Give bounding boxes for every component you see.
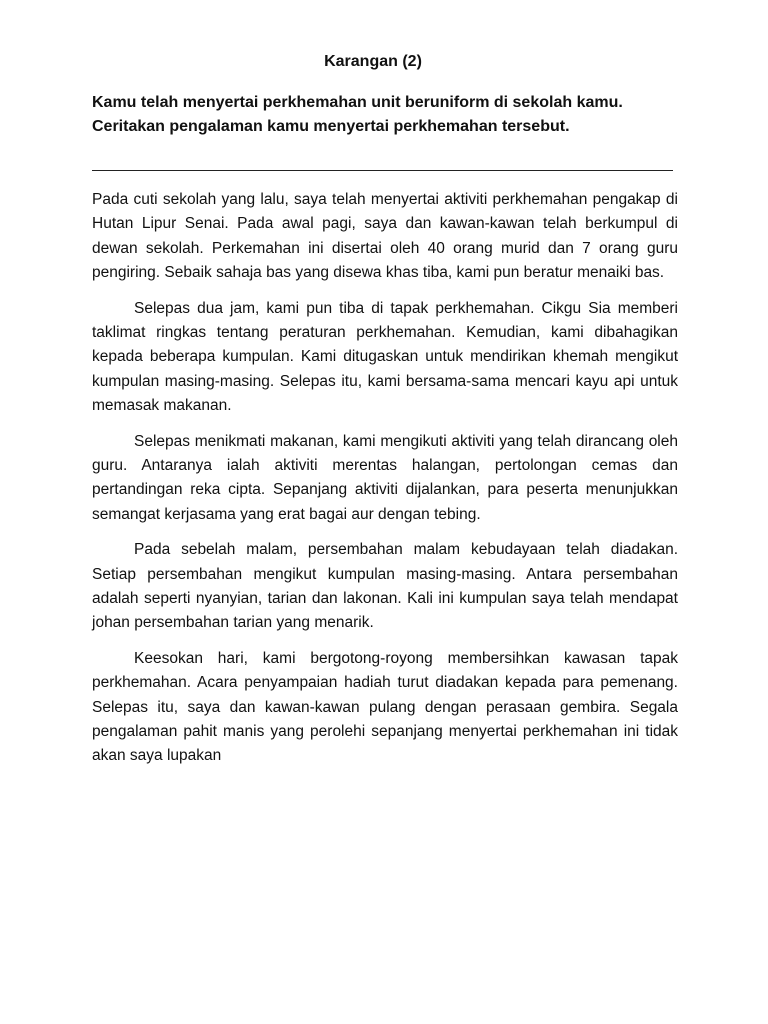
question-line-2: Ceritakan pengalaman kamu menyertai perkhemahan tersebut. bbox=[92, 118, 570, 135]
essay-paragraph-3: Selepas menikmati makanan, kami mengikuti aktiviti yang telah dirancang oleh guru. Antaranya ialah aktiviti merentas halangan, pertolongan cemas dan pertandingan reka cipta. Sepanjang aktiviti dijalankan, para peserta menunjukkan semangat kerjasama yang erat bagai aur dengan tebing. bbox=[92, 432, 678, 523]
essay-paragraph-1: Pada cuti sekolah yang lalu, saya telah menyertai aktiviti perkhemahan pengakap di Hutan Lipur Senai. Pada awal pagi, saya dan kawan-kawan telah berkumpul di dewan sekolah. Perkemahan ini disertai oleh 40 orang murid dan 7 orang guru pengiring. Sebaik sahaja bas yang disewa khas tiba, kami pun beratur menaiki bas. bbox=[92, 191, 678, 281]
document-title: Karangan (2) bbox=[324, 53, 422, 70]
essay-paragraph-2: Selepas dua jam, kami pun tiba di tapak perkhemahan. Cikgu Sia memberi taklimat ringkas tentang peraturan perkhemahan. Kemudian, kami dibahagikan kepada beberapa kumpulan. Kami ditugaskan untuk mendirikan khemah mengikut kumpulan masing-masing. Selepas itu, kami bersama-sama mencari kayu api untuk memasak makanan. bbox=[92, 299, 678, 414]
answer-divider-line bbox=[92, 170, 673, 171]
essay-paragraph-5: Keesokan hari, kami bergotong-royong membersihkan kawasan tapak perkhemahan. Acara penyampaian hadiah turut diadakan kepada para pemenang. Selepas itu, saya dan kawan-kawan pulang dengan perasaan gembira. Segala pengalaman pahit manis yang perolehi sepanjang menyertai perkhemahan ini tidak akan saya lupakan bbox=[92, 650, 678, 765]
question-line-1: Kamu telah menyertai perkhemahan unit beruniform di sekolah kamu. bbox=[92, 94, 623, 111]
essay-body bbox=[92, 188, 678, 780]
essay-paragraph-4: Pada sebelah malam, persembahan malam kebudayaan telah diadakan. Setiap persembahan mengikut kumpulan masing-masing. Antara persembahan adalah seperti nyanyian, tarian dan lakonan. Kali ini kumpulan saya telah mendapat johan persembahan tarian yang menarik. bbox=[92, 541, 678, 632]
essay-question bbox=[92, 91, 692, 139]
